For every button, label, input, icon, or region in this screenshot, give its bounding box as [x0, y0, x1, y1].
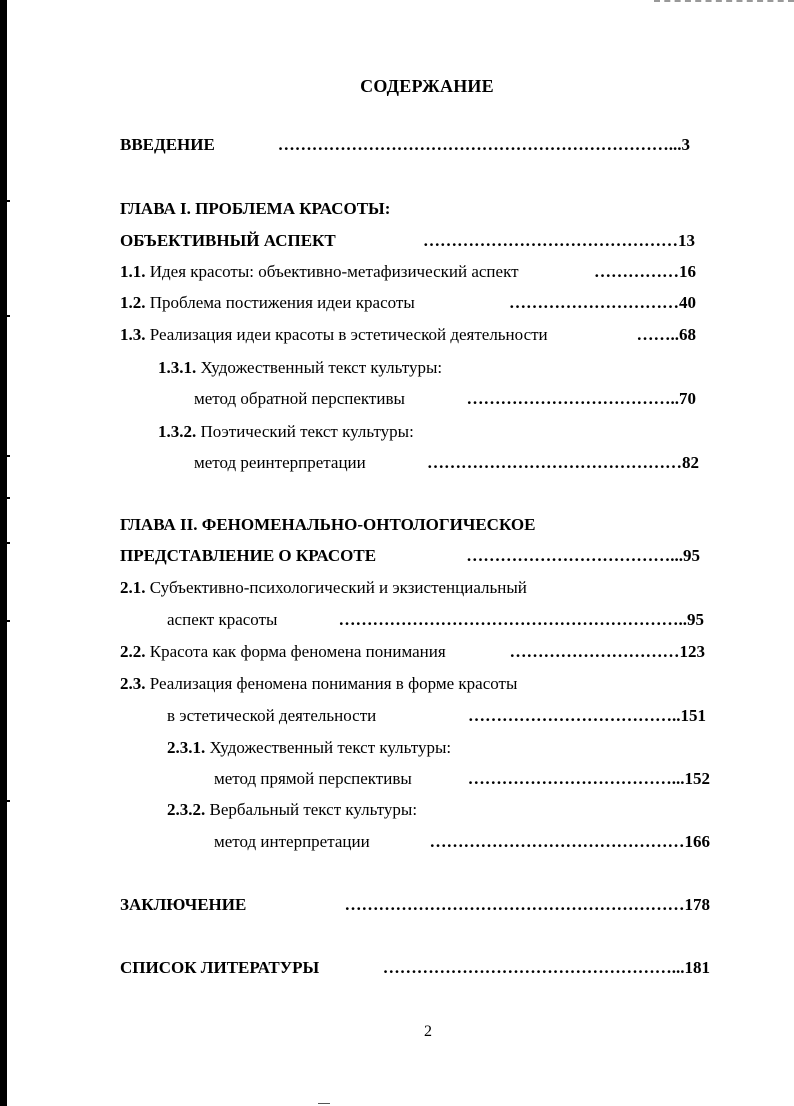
- toc-leader-1-2: …………………………40: [509, 293, 696, 312]
- toc-entry-2-2[interactable]: [120, 642, 446, 662]
- section-number: 1.3.1.: [158, 358, 197, 377]
- toc-title: СОДЕРЖАНИЕ: [360, 76, 494, 96]
- scan-edge-tick: [7, 800, 10, 802]
- toc-leader-2-3: ………………………………..151: [468, 706, 706, 725]
- toc-chapter-2-subheading[interactable]: ПРЕДСТАВЛЕНИЕ О КРАСОТЕ: [120, 546, 377, 565]
- section-title: Художественный текст культуры:: [205, 738, 452, 757]
- section-title: Поэтический текст культуры:: [196, 422, 414, 441]
- toc-entry-references[interactable]: СПИСОК ЛИТЕРАТУРЫ: [120, 958, 320, 977]
- scan-edge-tick: [7, 620, 10, 622]
- toc-leader-2-2: …………………………123: [509, 642, 705, 661]
- toc-leader-intro: ……………………………………………………………...3: [277, 135, 690, 154]
- section-number: 2.3.1.: [167, 738, 206, 757]
- page-number: 2: [424, 1023, 432, 1040]
- scan-edge-left: [0, 0, 7, 1106]
- scan-edge-tick: [7, 200, 10, 202]
- toc-chapter-2-heading[interactable]: ГЛАВА II. ФЕНОМЕНАЛЬНО-ОНТОЛОГИЧЕСКОЕ: [120, 515, 536, 534]
- scan-edge-tick: [7, 542, 10, 544]
- section-number: 1.3.: [120, 325, 146, 344]
- section-title: Субъективно-психологический и экзистенциальный: [145, 578, 527, 597]
- section-number: 1.2.: [120, 293, 146, 312]
- section-title: Красота как форма феномена понимания: [145, 642, 446, 661]
- toc-entry-1-3-1-cont[interactable]: метод обратной перспективы: [194, 389, 405, 408]
- toc-leader-chapter-2: ………………………………...95: [466, 546, 700, 565]
- scan-edge-tick: [7, 497, 10, 499]
- toc-entry-2-3-2-cont[interactable]: метод интерпретации: [214, 832, 370, 851]
- toc-leader-2-1: ……………………………………………………..95: [338, 610, 704, 629]
- toc-entry-1-3-2-cont[interactable]: метод реинтерпретации: [194, 453, 366, 472]
- toc-entry-2-3-2[interactable]: [167, 800, 417, 820]
- toc-leader-2-3-2: ………………………………………166: [429, 832, 710, 851]
- section-number: 2.3.2.: [167, 800, 206, 819]
- section-number: 2.2.: [120, 642, 146, 661]
- toc-entry-1-1[interactable]: [120, 262, 519, 282]
- toc-entry-1-3-1[interactable]: [158, 358, 442, 378]
- section-title: Реализация идеи красоты в эстетической деятельности: [145, 325, 548, 344]
- toc-leader-1-3: ……..68: [636, 325, 696, 344]
- toc-leader-1-3-1: ………………………………..70: [466, 389, 696, 408]
- section-number: 1.1.: [120, 262, 146, 281]
- scan-edge-tick: [7, 315, 10, 317]
- section-title: Проблема постижения идеи красоты: [145, 293, 415, 312]
- toc-entry-2-3-cont[interactable]: в эстетической деятельности: [167, 706, 377, 725]
- section-title: Идея красоты: объективно-метафизический аспект: [145, 262, 519, 281]
- toc-leader-references: ……………………………………………...181: [382, 958, 710, 977]
- toc-entry-1-3-2[interactable]: [158, 422, 414, 442]
- toc-entry-2-3-1-cont[interactable]: метод прямой перспективы: [214, 769, 412, 788]
- toc-leader-conclusion: ……………………………………………………178: [344, 895, 710, 914]
- toc-leader-1-3-2: ………………………………………82: [427, 453, 699, 472]
- toc-leader-2-3-1: ………………………………...152: [467, 769, 710, 788]
- toc-entry-2-1[interactable]: [120, 578, 527, 598]
- scan-edge-top: [654, 0, 794, 4]
- section-number: 1.3.2.: [158, 422, 197, 441]
- toc-leader-1-1: ……………16: [594, 262, 696, 281]
- section-title: Художественный текст культуры:: [196, 358, 443, 377]
- toc-entry-1-2[interactable]: [120, 293, 415, 313]
- section-number: 2.3.: [120, 674, 146, 693]
- section-number: 2.1.: [120, 578, 146, 597]
- section-title: Вербальный текст культуры:: [205, 800, 418, 819]
- toc-chapter-1-heading[interactable]: ГЛАВА I. ПРОБЛЕМА КРАСОТЫ:: [120, 199, 391, 218]
- toc-entry-conclusion[interactable]: ЗАКЛЮЧЕНИЕ: [120, 895, 247, 914]
- toc-entry-2-3[interactable]: [120, 674, 517, 694]
- toc-entry-1-3[interactable]: [120, 325, 548, 345]
- toc-entry-intro[interactable]: ВВЕДЕНИЕ: [120, 135, 215, 154]
- scan-edge-tick: [7, 455, 10, 457]
- toc-chapter-1-subheading[interactable]: ОБЪЕКТИВНЫЙ АСПЕКТ: [120, 231, 336, 250]
- toc-leader-chapter-1: ………………………………………13: [423, 231, 695, 250]
- toc-entry-2-1-cont[interactable]: аспект красоты: [167, 610, 278, 629]
- section-title: Реализация феномена понимания в форме красоты: [145, 674, 518, 693]
- scan-edge-bottom: [318, 1103, 330, 1104]
- toc-entry-2-3-1[interactable]: [167, 738, 451, 758]
